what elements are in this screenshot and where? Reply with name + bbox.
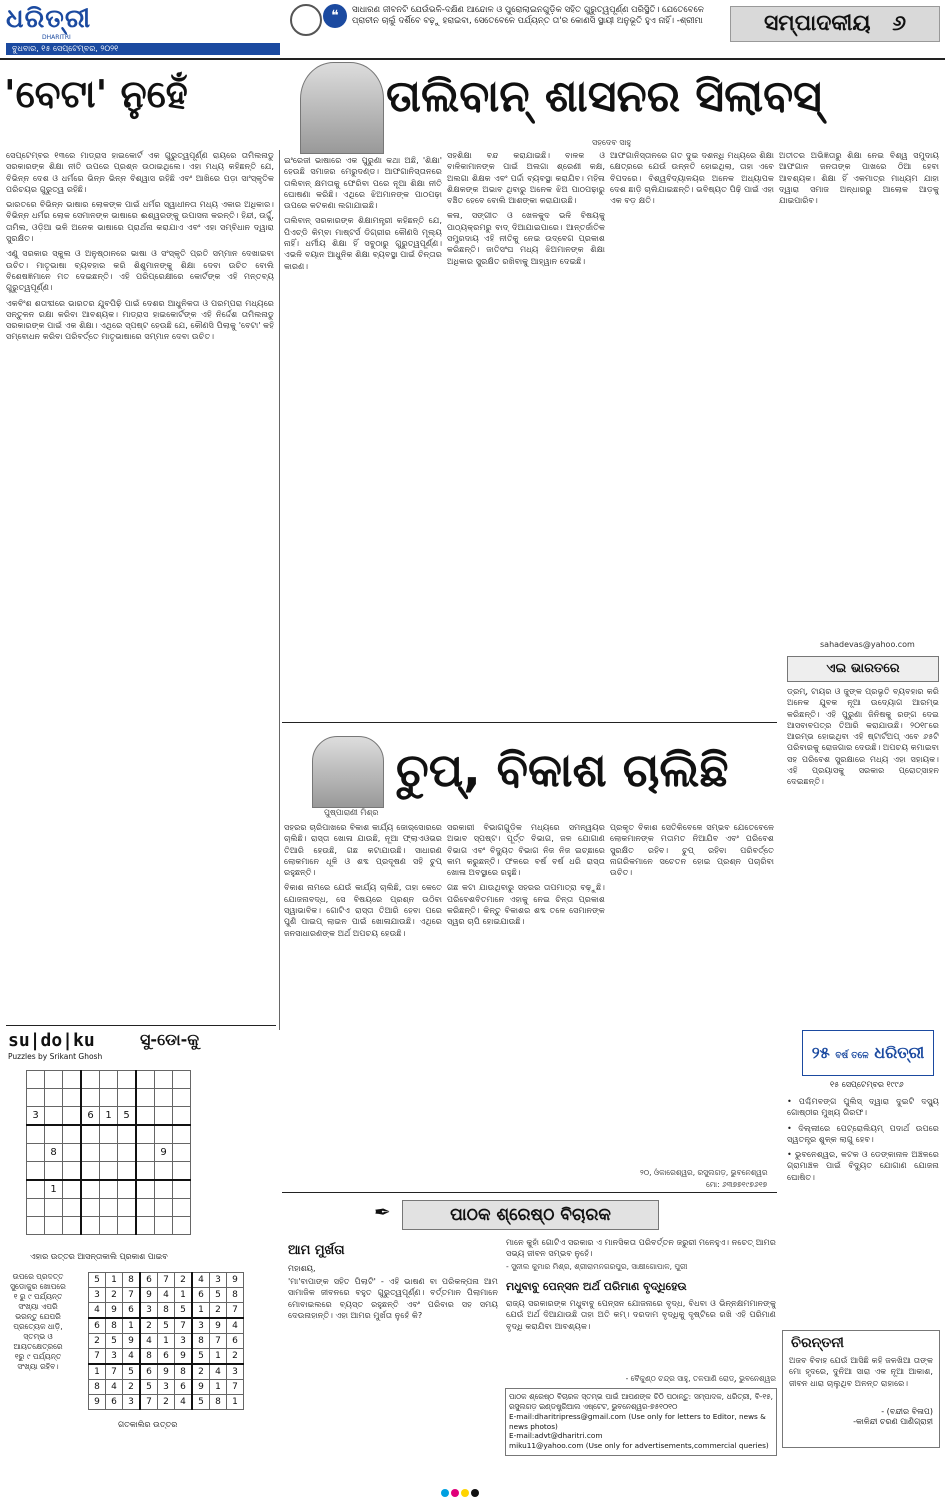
letter1-signature: - ସୁନୀଲ କୁମାର ମିଶ୍ର, ଶ୍ରୀରାମନଗରପୁର, ସାକ୍ଷୀଗୋପାଳ, ପୁରୀ — [506, 1262, 688, 1271]
solution-cell: 3 — [175, 1334, 193, 1349]
solution-cell: 8 — [106, 1318, 123, 1334]
sudoku-cell[interactable] — [100, 1089, 118, 1107]
sudoku-cell[interactable] — [81, 1089, 100, 1107]
solution-cell: 4 — [140, 1334, 158, 1349]
taliban-headline: ତାଲିବାନ୍ ଶାସନର ସିଲାବସ୍ — [386, 71, 822, 122]
solution-cell: 9 — [106, 1303, 123, 1319]
vikas-phone: ମୋ: ୬୩୭୭୧୯୭୬୧୭ — [706, 1180, 768, 1189]
solution-cell: 3 — [210, 1273, 227, 1288]
sudoku-cell[interactable] — [118, 1180, 137, 1199]
solution-cell: 2 — [227, 1349, 244, 1365]
solution-cell: 9 — [192, 1380, 210, 1395]
solution-cell: 3 — [227, 1364, 244, 1380]
chirantani-box — [782, 1330, 940, 1448]
sudoku-cell[interactable] — [81, 1180, 100, 1199]
solution-cell: 4 — [192, 1273, 210, 1288]
solution-row — [89, 1349, 244, 1365]
letter3-body: ମାନେ କୁହାଁ ଗୋଟିଏ ସରକାର ଏ ମାନସିକତା ପରିବର୍ତ୍ତନ ଜରୁରୀ ମନେହୁଏ। ନଚେତ୍ ଆମର ସଭ୍ୟ ଜୀବନ ସମ୍ଭବ ନୁହେଁ। — [506, 1237, 776, 1259]
sudoku-cell[interactable] — [81, 1071, 100, 1089]
solution-cell: 1 — [227, 1395, 244, 1410]
solution-cell: 4 — [158, 1288, 175, 1303]
solution-cell: 3 — [106, 1349, 123, 1365]
solution-cell: 9 — [210, 1318, 227, 1334]
dharitri-logo: ଧରିତ୍ରୀ — [6, 4, 92, 34]
solution-cell: 4 — [123, 1349, 141, 1365]
letters-footer: ପାଠକ ଶ୍ରେଷ୍ଠ ବିଚାରକ ସ୍ତମ୍ଭ ପାଇଁ ଆପଣଙ୍କ ଚିଠି ପଠାନ୍ତୁ: ସମ୍ପାଦକ, ଧରିତ୍ରୀ, ବି-୧୫, ରସୁଲଗଡ଼ ଇଣ୍ଡଷ୍ଟ୍ରିଆଲ ଏଷ୍ଟେଟ, ଭୁବନେଶ୍ୱର-୭୫୧୦୧୦ — [509, 1392, 773, 1411]
solution-cell: 8 — [123, 1273, 141, 1288]
sudoku-cell[interactable] — [173, 1089, 191, 1107]
section-rule — [282, 1192, 777, 1193]
sudoku-cell[interactable] — [27, 1180, 45, 1199]
editorial-headline: 'ବେଟା' ନୁହେଁ — [4, 72, 188, 116]
solution-cell: 8 — [175, 1364, 193, 1380]
solution-cell: 5 — [89, 1273, 106, 1288]
solution-cell: 3 — [192, 1318, 210, 1334]
solution-cell: 1 — [89, 1364, 106, 1380]
vikas-para: ଗଛ କଟା ଯାଉଥିବାରୁ ସହରର ତାପମାତ୍ରା ବଢ଼ୁଛି। ପରିବେଶବିତମାନେ ଏହାକୁ ନେଇ ଚିନ୍ତା ପ୍ରକାଶ କରିଛନ୍ତି। କିନ୍ତୁ ବିକାଶର ଶବ୍ଦ ତଳେ ସେମାନଙ୍କ ସ୍ୱର ଚାପି ହୋଇଯାଉଛି। — [447, 882, 605, 927]
solution-cell: 2 — [192, 1364, 210, 1380]
anniv-items — [787, 1096, 939, 1316]
solution-cell: 2 — [175, 1273, 193, 1288]
letter2-body: ରାଜ୍ୟ ସରକାରଙ୍କ ମଧୁବାବୁ ପେନ୍‌ସନ ଯୋଜନାରେ ବୃଦ୍ଧ, ବିଧବା ଓ ଭିନ୍ନକ୍ଷମମାନଙ୍କୁ ଯେଉଁ ଅର୍ଥ ଦିଆଯାଉଛି ତାହା ଅତି କମ୍। ଦରଦାମ ବୃଦ୍ଧିକୁ ଦୃଷ୍ଟିରେ ରଖି ଏହି ପରିମାଣ ବୃଦ୍ଧି କରାଯିବା ଆବଶ୍ୟକ। — [506, 1298, 776, 1331]
sudoku-cell[interactable] — [100, 1199, 118, 1217]
letter1-salutation: ମହାଶୟ, — [288, 1264, 316, 1273]
sudoku-cell[interactable] — [45, 1125, 63, 1144]
section-label: ସମ୍ପାଦକୀୟ — [763, 11, 871, 36]
ei-bharat-body: ଡ୍ରମ୍, ଟାୟର ଓ ଜୁଙ୍କ ପ୍ରଭୃତି ବ୍ୟବହାର କରି ଅନେକ ଯୁବକ ନୂଆ ଉଦ୍ୟୋଗ ଆରମ୍ଭ କରିଛନ୍ତି। ଏହି ପୁରୁଣା ଜିନିଷକୁ ରଙ୍ଗ ଦେଇ ଆସବାବପତ୍ର ତିଆରି କରାଯାଉଛି। ୨୦୧୮ରେ ଆରମ୍ଭ ହୋଇଥିବା ଏହି ଷ୍ଟାର୍ଟଅପ୍ ଏବେ ୬୫ଟି ପରିବାରକୁ ରୋଜଗାର ଦେଉଛି। ଅପଚୟ କମାଇବା ସହ ପରିବେଶ ସୁରକ୍ଷାରେ ମଧ୍ୟ ଏହା ସହାୟକ। ଏହି ପ୍ରୟାସକୁ ସରକାର ପ୍ରୋତ୍ସାହନ ଦେଇଛନ୍ତି। — [787, 686, 939, 787]
sudoku-cell[interactable] — [173, 1071, 191, 1089]
solution-cell: 6 — [175, 1380, 193, 1395]
sudoku-cell[interactable] — [63, 1217, 82, 1235]
vikas-para: ବିକାଶ ନାମରେ ଯେଉଁ କାର୍ଯ୍ୟ ଚାଲିଛି, ତାହା କେତେ ଯୋଜନାବଦ୍ଧ, ସେ ବିଷୟରେ ପ୍ରଶ୍ନ ଉଠିବା ସ୍ୱାଭାବିକ। ଗୋଟିଏ ରାସ୍ତା ତିଆରି ହେବା ପରେ ପୁଣି ପାଇପ୍ ଲାଇନ ପାଇଁ ଖୋଳାଯାଉଛି। ଏଥିରେ ଜନସାଧାରଣଙ୍କ ଅର୍ଥ ଅପଚୟ ହେଉଛି। — [284, 882, 442, 938]
logo-subtitle: DHARITRI — [42, 34, 71, 41]
solution-cell: 8 — [89, 1380, 106, 1395]
sudoku-row — [27, 1199, 191, 1217]
vikas-col-2 — [447, 822, 605, 1152]
solution-row — [89, 1288, 244, 1303]
taliban-email[interactable]: sahadevas@yahoo.com — [820, 640, 915, 649]
solution-cell: 1 — [123, 1318, 141, 1334]
chirantani-poet: -କାଳିନ୍ଦୀ ଚରଣ ପାଣିଗ୍ରାହୀ — [853, 1417, 933, 1426]
sudoku-cell[interactable] — [118, 1162, 137, 1181]
solution-cell: 1 — [210, 1380, 227, 1395]
sudoku-cell[interactable] — [155, 1107, 173, 1126]
solution-label: ଗତକାଲିର ଉତ୍ତର — [118, 1420, 178, 1429]
solution-cell: 6 — [123, 1303, 141, 1319]
solution-cell: 2 — [106, 1288, 123, 1303]
solution-cell: 7 — [175, 1318, 193, 1334]
taliban-para: ତାଲିବାନ୍ ସରକାରଙ୍କ ଶିକ୍ଷାମନ୍ତ୍ରୀ କହିଛନ୍ତି ଯେ, ପିଏଚ୍‌ଡି କିମ୍ବା ମାଷ୍ଟର୍ସ ଡିଗ୍ରୀର କୌଣସି ମୂଲ୍ୟ ନାହିଁ। ଧର୍ମୀୟ ଶିକ୍ଷା ହିଁ ସବୁଠାରୁ ଗୁରୁତ୍ୱପୂର୍ଣ୍ଣ। ଏଭଳି ବୟାନ ଆଧୁନିକ ଶିକ୍ଷା ବ୍ୟବସ୍ଥା ପାଇଁ ଚିନ୍ତାର କାରଣ। — [284, 215, 442, 271]
sudoku-cell[interactable] — [63, 1180, 82, 1199]
solution-cell: 5 — [106, 1334, 123, 1349]
solution-cell: 9 — [175, 1349, 193, 1365]
solution-cell: 7 — [106, 1364, 123, 1380]
sudoku-row — [27, 1107, 191, 1126]
solution-cell: 4 — [175, 1395, 193, 1410]
solution-cell: 3 — [158, 1380, 175, 1395]
solution-cell: 9 — [227, 1273, 244, 1288]
sudoku-cell[interactable] — [173, 1125, 191, 1144]
solution-cell: 6 — [158, 1349, 175, 1365]
sudoku-cell[interactable] — [27, 1125, 45, 1144]
sudoku-cell[interactable] — [27, 1217, 45, 1235]
solution-cell: 5 — [123, 1364, 141, 1380]
sudoku-cell[interactable]: 9 — [155, 1144, 173, 1162]
sudoku-cell[interactable] — [118, 1089, 137, 1107]
letter1-body: 'ମା'ବାପାଙ୍କ ସହିତ ପିଲାଟି' - ଏହି ଭାଷଣ ବା ପରିକଳ୍ପନା ଆମ ସାମାଜିକ ଜୀବନରେ ବହୁତ ଗୁରୁତ୍ୱପୂର୍ଣ୍ଣ। ବର୍ତ୍ତମାନ ପିଲାମାନେ ମୋବାଇଲରେ ବ୍ୟସ୍ତ ରହୁଛନ୍ତି ଏବଂ ପରିବାର ସହ ସମୟ ଦେଉନାହାନ୍ତି। ଏହା ଆମର ମୁର୍ଖତା ନୁହେଁ କି? — [288, 1276, 498, 1320]
sudoku-cell[interactable] — [155, 1199, 173, 1217]
sudoku-cell[interactable] — [155, 1162, 173, 1181]
taliban-col-1 — [284, 155, 442, 715]
vikas-author: ପୁଷ୍ପାରାଣୀ ମିଶ୍ର — [324, 808, 379, 817]
sudoku-cell[interactable] — [136, 1071, 155, 1089]
vikas-col-1 — [284, 822, 442, 1152]
solution-cell: 2 — [123, 1380, 141, 1395]
solution-cell: 6 — [140, 1364, 158, 1380]
anniv-logo: ଧରିତ୍ରୀ — [874, 1043, 925, 1062]
solution-row — [89, 1364, 244, 1380]
sudoku-grid[interactable] — [26, 1070, 191, 1235]
sudoku-cell[interactable] — [63, 1162, 82, 1181]
solution-cell: 5 — [192, 1349, 210, 1365]
sudoku-cell[interactable] — [27, 1162, 45, 1181]
author-photo-2 — [312, 736, 384, 808]
sudoku-row — [27, 1089, 191, 1107]
solution-cell: 7 — [123, 1288, 141, 1303]
sudoku-row — [27, 1071, 191, 1089]
solution-cell: 6 — [140, 1273, 158, 1288]
solution-cell: 1 — [192, 1303, 210, 1319]
letter2-signature: - ବୈକୁଣ୍ଠ ଚନ୍ଦ୍ର ସାହୁ, ତଳପାଣି ରୋଡ୍, ଭୁବନେଶ୍ୱର — [625, 1374, 776, 1383]
sudoku-rules: ଉପରେ ପ୍ରଦତ୍ତ ସୁଡୋକୁର ଖୋପରେ ୧ ରୁ ୯ ପର୍ଯ୍ୟନ୍ତ ସଂଖ୍ୟା ଏପରି ଭରନ୍ତୁ ଯେପରି ପ୍ରତ୍ୟେକ ଧାଡ଼ି, ସ୍ତମ୍ଭ ଓ ଆୟତକ୍ଷେତ୍ରରେ ୧ରୁ ୯ ପର୍ଯ୍ୟନ୍ତ ସଂଖ୍ୟା ରହିବ। — [10, 1272, 66, 1371]
sudoku-cell[interactable] — [173, 1162, 191, 1181]
sudoku-cell[interactable] — [136, 1162, 155, 1181]
solution-cell: 7 — [158, 1273, 175, 1288]
taliban-col-3 — [610, 150, 774, 715]
sudoku-cell[interactable] — [100, 1125, 118, 1144]
anniv-item: • ଭୁବନେଶ୍ୱର, କଟକ ଓ ଡେଙ୍କାନାଳ ଅଞ୍ଚଳରେ ଗ୍ରାମାଞ୍ଚଳ ପାଇଁ ବିଦ୍ୟୁତ ଯୋଗାଣ ଯୋଜନା ଘୋଷିତ। — [787, 1149, 939, 1182]
solution-row — [89, 1380, 244, 1395]
solution-cell: 5 — [175, 1303, 193, 1319]
sudoku-row — [27, 1180, 191, 1199]
section-title — [730, 6, 940, 42]
sudoku-cell[interactable]: 8 — [45, 1144, 63, 1162]
taliban-col-4 — [779, 150, 939, 630]
sudoku-solution-grid — [88, 1272, 244, 1410]
solution-cell: 8 — [140, 1349, 158, 1365]
date-bar: ବୁଧବାର, ୧୫ ସେପ୍ଟେମ୍ବର, ୨୦୨୧ — [6, 43, 280, 55]
sudoku-cell[interactable]: 6 — [81, 1107, 100, 1126]
solution-cell: 7 — [89, 1349, 106, 1365]
solution-cell: 7 — [210, 1334, 227, 1349]
solution-cell: 6 — [227, 1334, 244, 1349]
sudoku-cell[interactable] — [100, 1180, 118, 1199]
sudoku-cell[interactable] — [45, 1089, 63, 1107]
sudoku-cell[interactable] — [173, 1107, 191, 1126]
solution-cell: 5 — [158, 1318, 175, 1334]
solution-cell: 9 — [89, 1395, 106, 1410]
sudoku-cell[interactable] — [136, 1199, 155, 1217]
sudoku-cell[interactable] — [100, 1144, 118, 1162]
sudoku-cell[interactable] — [100, 1071, 118, 1089]
sudoku-cell[interactable] — [173, 1180, 191, 1199]
editorial-para: ସେପ୍ଟେମ୍ବର ୧୩ରେ ମାଡ୍ରାସ ହାଇକୋର୍ଟ ଏକ ଗୁରୁତ୍ୱପୂର୍ଣ୍ଣ ରାୟରେ ତାମିଲନାଡୁ ସରକାରଙ୍କ ଶିକ୍ଷା ନୀତି ଉପରେ ପ୍ରଶ୍ନ ଉଠାଇଥିଲେ। ଏହା ମଧ୍ୟ କହିଛନ୍ତି ଯେ, ବିଭିନ୍ନ ଦେଶ ଓ ଧର୍ମରେ ଭିନ୍ନ ଭିନ୍ନ ବିଶ୍ୱାସ ରହିଛି ଏବଂ ଆଖିରେ ପଡ଼ା ସାଂସ୍କୃତିକ ପରିଚୟର ଗୁରୁତ୍ୱ ରହିଛି। — [6, 150, 274, 194]
solution-cell: 8 — [227, 1288, 244, 1303]
sudoku-cell[interactable] — [155, 1217, 173, 1235]
sudoku-cell[interactable] — [136, 1107, 155, 1126]
vikas-signoff: ୨୦, ଓଁକାରେଶ୍ୱର, ରସୁଲଗଡ଼, ଭୁବନେଶ୍ୱର — [640, 1168, 768, 1177]
sudoku-cell[interactable] — [118, 1125, 137, 1144]
sudoku-cell[interactable] — [27, 1089, 45, 1107]
sudoku-cell[interactable] — [136, 1125, 155, 1144]
sudoku-logo: su|do|ku — [8, 1030, 95, 1051]
sudoku-cell[interactable] — [136, 1089, 155, 1107]
sudoku-cell[interactable]: 3 — [27, 1107, 45, 1126]
editorial-body — [6, 150, 274, 885]
taliban-col-2 — [447, 150, 605, 715]
sudoku-cell[interactable] — [81, 1125, 100, 1144]
sudoku-row — [27, 1162, 191, 1181]
solution-cell: 1 — [158, 1334, 175, 1349]
solution-row — [89, 1334, 244, 1349]
sudoku-cell[interactable] — [63, 1089, 82, 1107]
sudoku-cell[interactable] — [155, 1180, 173, 1199]
sudoku-title: ସୁ-ଡୋ-କୁ — [140, 1030, 200, 1049]
solution-cell: 7 — [227, 1303, 244, 1319]
sudoku-cell[interactable] — [81, 1199, 100, 1217]
letters-email-1[interactable]: E-mail:dharitripress@gmail.com (Use only for letters to Editor, news & news photos) — [509, 1412, 766, 1431]
pen-icon: ✒ — [374, 1200, 391, 1224]
letter1-head: ଆମ ମୁର୍ଖତା — [288, 1243, 345, 1258]
sudoku-cell[interactable] — [63, 1144, 82, 1162]
section-rule — [282, 722, 777, 723]
solution-cell: 1 — [175, 1288, 193, 1303]
solution-cell: 3 — [140, 1303, 158, 1319]
sudoku-cell[interactable] — [136, 1217, 155, 1235]
letters-title: ପାଠକ ଶ୍ରେଷ୍ଠ ବିଚାରକ — [402, 1200, 659, 1230]
anniv-item: • ଦିଲ୍ଲୀରେ ପେଟ୍ରୋଲିୟମ୍ ପଦାର୍ଥ ଉପରେ ସ୍ୱତନ୍ତ୍ର ଶୁଳ୍କ ଲାଗୁ ହେବ। — [787, 1122, 939, 1144]
sudoku-cell[interactable] — [45, 1107, 63, 1126]
sudoku-row — [27, 1217, 191, 1235]
solution-cell: 6 — [89, 1318, 106, 1334]
solution-cell: 3 — [89, 1288, 106, 1303]
sudoku-cell[interactable] — [45, 1162, 63, 1181]
letters-footer-box — [505, 1388, 777, 1456]
sudoku-cell[interactable] — [173, 1199, 191, 1217]
sudoku-cell[interactable] — [118, 1071, 137, 1089]
editorial-para: ଏକବିଂଶ ଶତାବ୍ଦୀରେ ଭାରତର ଯୁବପିଢ଼ି ପାଇଁ ଦେଶର ଆଧୁନିକତା ଓ ପରମ୍ପରା ମଧ୍ୟରେ ସନ୍ତୁଳନ ରକ୍ଷା କରିବା ଆବଶ୍ୟକ। ମାଡ୍ରାସ ହାଇକୋର୍ଟଙ୍କ ଏହି ନିର୍ଦ୍ଦେଶ ତାମିଲନାଡୁ ସରକାରଙ୍କ ପାଇଁ ଏକ ଶିକ୍ଷା। ଏଥିରେ ସ୍ପଷ୍ଟ ହେଉଛି ଯେ, କୌଣସି ପିଲାକୁ 'ବେଟା' କହି ସମ୍ବୋଧନ କରିବା ପରିବର୍ତ୍ତେ ମାତୃଭାଷାରେ ସମ୍ମାନ ଦେବା ଉଚିତ। — [6, 297, 274, 342]
taliban-author: ସହଦେବ ସାହୁ — [592, 138, 632, 147]
solution-row — [89, 1273, 244, 1288]
sudoku-cell[interactable] — [63, 1071, 82, 1089]
solution-row — [89, 1303, 244, 1319]
page-number: ୬ — [892, 11, 907, 36]
solution-cell: 8 — [158, 1303, 175, 1319]
solution-cell: 1 — [106, 1273, 123, 1288]
sudoku-row — [27, 1144, 191, 1162]
chirantani-poem-title: - (ବନ୍ଦୀର ବିଳାପ) — [881, 1407, 933, 1416]
sudoku-cell[interactable]: 5 — [118, 1107, 137, 1126]
solution-cell: 9 — [123, 1334, 141, 1349]
letters-email-2[interactable]: E-mail:advt@dharitri.com — [509, 1431, 603, 1440]
solution-cell: 4 — [89, 1303, 106, 1319]
solution-cell: 4 — [227, 1318, 244, 1334]
solution-cell: 3 — [123, 1395, 141, 1410]
taliban-para: କଳା, ସଙ୍ଗୀତ ଓ ଖେଳକୁଦ ଭଳି ବିଷୟକୁ ପାଠ୍ୟକ୍ରମରୁ ବାଦ୍ ଦିଆଯାଇପାରେ। ଆନ୍ତର୍ଜାତିକ ସମ୍ପ୍ରଦାୟ ଏହି ନୀତିକୁ ନେଇ ଉଦ୍‌ବେଗ ପ୍ରକାଶ କରିଛନ୍ତି। ଜାତିସଂଘ ମଧ୍ୟ ଝିଅମାନଙ୍କ ଶିକ୍ଷା ଅଧିକାର ସୁରକ୍ଷିତ ରଖିବାକୁ ଆହ୍ୱାନ ଦେଇଛି। — [447, 210, 605, 266]
sudoku-cell[interactable] — [100, 1217, 118, 1235]
anniversary-badge — [802, 1030, 934, 1076]
sudoku-cell[interactable] — [136, 1180, 155, 1199]
solution-cell: 5 — [210, 1288, 227, 1303]
solution-cell: 4 — [210, 1364, 227, 1380]
sudoku-cell[interactable] — [81, 1144, 100, 1162]
sudoku-cell[interactable]: 1 — [100, 1107, 118, 1126]
top-rule — [0, 58, 945, 60]
sudoku-cell[interactable] — [45, 1217, 63, 1235]
chirantani-title: ଚିରନ୍ତନୀ — [791, 1335, 844, 1351]
taliban-para: ଆଫଗାନିସ୍ତାନରେ ଗତ ଦୁଇ ଦଶନ୍ଧି ମଧ୍ୟରେ ଶିକ୍ଷା କ୍ଷେତ୍ରରେ ଯେଉଁ ଉନ୍ନତି ହୋଇଥିଲା, ତାହା ଏବେ ବିପଦରେ। ବିଶ୍ୱବିଦ୍ୟାଳୟର ଅନେକ ଅଧ୍ୟାପକ ଦେଶ ଛାଡ଼ି ଚାଲିଯାଇଛନ୍ତି। ଭବିଷ୍ୟତ ପିଢ଼ି ପାଇଁ ଏହା ଏକ ବଡ଼ କ୍ଷତି। — [610, 150, 774, 206]
vikas-headline: ଚୁପ୍, ବିକାଶ ଚାଲିଛି — [396, 743, 729, 797]
daily-quote: ସାଧାରଣ ଜୀବନଟି ଯେଉଁଭଳି-ଦକ୍ଷିଣ ଆନ୍ଦୋଳ ଓ ପୁରୋଲାଇନଗୁଡ଼ିକ ସହିତ ଗୁରୁତ୍ୱପୂର୍ଣ୍ଣ ପରିସ୍ଥିତି। ଯେତେବେଳେ ପ୍ରାଚୀନ ଚାଲୁଁ ଦର୍ଶିବେ ବଢ଼ୁ ହରାଇବା, ସେତେବେଳେ ପର୍ଯ୍ୟନ୍ତ ତା'ର କୋଣସି ସ୍ଥାୟୀ ଅନୁଭୂତି ହୁଏ ନାହିଁ। -ଶ୍ରୀମା — [352, 5, 704, 26]
sudoku-cell[interactable] — [63, 1199, 82, 1217]
solution-cell: 6 — [192, 1288, 210, 1303]
sudoku-credit: Puzzles by Srikant Ghosh — [8, 1052, 103, 1061]
quote-icon: ❝ — [323, 4, 347, 28]
vikas-para: ସରକାରୀ ବିଭାଗଗୁଡ଼ିକ ମଧ୍ୟରେ ସମନ୍ୱୟର ଅଭାବ ସ୍ପଷ୍ଟ। ପୂର୍ତ୍ତ ବିଭାଗ, ଜଳ ଯୋଗାଣ ବିଭାଗ ଏବଂ ବିଦ୍ୟୁତ ବିଭାଗ ନିଜ ନିଜ ଇଚ୍ଛାରେ କାମ କରୁଛନ୍ତି। ଫଳରେ ବର୍ଷ ବର୍ଷ ଧରି ରାସ୍ତା ଖୋଳା ଅବସ୍ଥାରେ ରହୁଛି। — [447, 822, 605, 878]
solution-cell: 8 — [210, 1395, 227, 1410]
vikas-col-3 — [610, 822, 774, 1162]
sudoku-cell[interactable] — [155, 1089, 173, 1107]
sudoku-row — [27, 1125, 191, 1144]
solution-cell: 6 — [106, 1395, 123, 1410]
anniv-date: ୧୫ ସେପ୍ଟେମ୍ବର ୧୯୯୬ — [830, 1080, 904, 1089]
solution-cell: 1 — [210, 1349, 227, 1365]
vikas-para: ପ୍ରକୃତ ବିକାଶ ସେତିକିବେଳେ ସମ୍ଭବ ଯେତେବେଳେ ଲୋକମାନଙ୍କ ମତାମତ ନିଆଯିବ ଏବଂ ପରିବେଶ ସୁରକ୍ଷିତ ରହିବ। ଚୁପ୍ ରହିବା ପରିବର୍ତ୍ତେ ନାଗରିକମାନେ ସଚେତନ ହୋଇ ପ୍ରଶ୍ନ ପଚାରିବା ଉଚିତ। — [610, 822, 774, 878]
solution-cell: 5 — [192, 1395, 210, 1410]
sudoku-cell[interactable] — [27, 1071, 45, 1089]
taliban-para: ସହଶିକ୍ଷା ବନ୍ଦ କରାଯାଇଛି। ବାଳକ ଓ ବାଳିକାମାନଙ୍କ ପାଇଁ ଅଲଗା ଶ୍ରେଣୀ କକ୍ଷ, ଅଲଗା ଶିକ୍ଷକ ଏବଂ ପର୍ଦ୍ଦା ବ୍ୟବସ୍ଥା କରାଯିବ। ମହିଳା ଶିକ୍ଷକଙ୍କ ଅଭାବ ଥିବାରୁ ଅନେକ ଝିଅ ପାଠପଢ଼ାରୁ ବଞ୍ଚିତ ହେବେ ବୋଲି ଆଶଙ୍କା କରାଯାଉଛି। — [447, 150, 605, 206]
chirantani-text: ଅଜବ ବିବାହ ଯେଉଁ ଆସିଛି କହି ଜଳଖିଆ ତାଙ୍କ ମୋ ହୃଦରେ, ଦୁନିଆ ସାରା ଏକ ନୂଆ ଆକାଶ, ଜୀବନ ଧାରା ଚାଲୁଥିବ ଅନନ୍ତ ରାହାରେ। — [789, 1355, 933, 1388]
sudoku-cell[interactable] — [100, 1162, 118, 1181]
column-divider — [279, 150, 280, 1030]
letter2-head: ମଧୁବାବୁ ପେନ୍‌ସନ ଅର୍ଥ ପରିମାଣ ବୃଦ୍ଧିହେଉ — [506, 1280, 687, 1293]
anniv-years: ୨୫ — [811, 1043, 830, 1062]
anniv-label: ବର୍ଷ ତଳେ — [835, 1051, 869, 1061]
sudoku-cell[interactable] — [173, 1144, 191, 1162]
editorial-para: ଏଣୁ ସରକାର ସ୍କୁଲ ଓ ଅନୁଷ୍ଠାନରେ ଭାଷା ଓ ସଂସ୍କୃତି ପ୍ରତି ସମ୍ମାନ ଦେଖାଇବା ଉଚିତ। ମାତୃଭାଷା ବ୍ୟବହାର କରି ଶିଶୁମାନଙ୍କୁ ଶିକ୍ଷା ଦେବା ଉଚିତ ବୋଲି ବିଶେଷଜ୍ଞମାନେ ମତ ଦେଇଛନ୍ତି। ଏହି ପରିପ୍ରେକ୍ଷୀରେ କୋର୍ଟଙ୍କ ଏହି ମନ୍ତବ୍ୟ ଗୁରୁତ୍ୱପୂର୍ଣ୍ଣ। — [6, 248, 274, 293]
sudoku-cell[interactable] — [173, 1217, 191, 1235]
solution-cell: 9 — [140, 1288, 158, 1303]
sudoku-cell[interactable] — [118, 1199, 137, 1217]
solution-cell: 5 — [140, 1380, 158, 1395]
solution-cell: 8 — [192, 1334, 210, 1349]
sudoku-cell[interactable] — [155, 1125, 173, 1144]
solution-cell: 2 — [140, 1318, 158, 1334]
solution-cell: 4 — [106, 1380, 123, 1395]
sudoku-cell[interactable] — [63, 1107, 82, 1126]
sudoku-cell[interactable] — [118, 1217, 137, 1235]
sudoku-cell[interactable]: 1 — [45, 1180, 63, 1199]
author-photo — [300, 62, 384, 154]
sudoku-cell[interactable] — [63, 1125, 82, 1144]
solution-row — [89, 1395, 244, 1410]
taliban-para: ଅତୀତର ଅଭିଜ୍ଞତାରୁ ଶିକ୍ଷା ନେଇ ବିଶ୍ୱ ସମୁଦାୟ ଆଫଗାନ ଜନତାଙ୍କ ପାଖରେ ଠିଆ ହେବା ଆବଶ୍ୟକ। ଶିକ୍ଷା ହିଁ ଏକମାତ୍ର ମାଧ୍ୟମ ଯାହା ଦ୍ୱାରା ସମାଜ ଅନ୍ଧାରରୁ ଆଲୋକ ଆଡ଼କୁ ଯାଇପାରିବ। — [779, 150, 939, 206]
solution-cell: 2 — [210, 1303, 227, 1319]
solution-cell: 2 — [158, 1395, 175, 1410]
sudoku-cell[interactable] — [81, 1162, 100, 1181]
section-rule — [6, 1025, 276, 1026]
taliban-para: ଇଂରେଜୀ ଭାଷାରେ ଏକ ପୁରୁଣା କଥା ଅଛି, 'ଶିକ୍ଷା' ହେଉଛି ସମାଜର ମେରୁଦଣ୍ଡ। ଆଫଗାନିସ୍ତାନରେ ତାଲିବାନ୍ କ୍ଷମତାକୁ ଫେରିବା ପରେ ନୂଆ ଶିକ୍ଷା ନୀତି ଘୋଷଣା କରିଛି। ଏଥିରେ ଝିଅମାନଙ୍କ ପାଠପଢ଼ା ଉପରେ କଟକଣା ଲଗାଯାଇଛି। — [284, 155, 442, 211]
sudoku-cell[interactable] — [136, 1144, 155, 1162]
sudoku-cell[interactable] — [27, 1144, 45, 1162]
sudoku-cell[interactable] — [45, 1071, 63, 1089]
chakra-icon — [290, 4, 322, 36]
registration-marks — [440, 1482, 480, 1501]
solution-cell: 9 — [158, 1364, 175, 1380]
solution-row — [89, 1318, 244, 1334]
vikas-para: ସହରର ଚାରିପାଖରେ ବିକାଶ କାର୍ଯ୍ୟ ଜୋର୍‌ସୋରରେ ଚାଲିଛି। ରାସ୍ତା ଖୋଳା ଯାଉଛି, ନୂଆ ଫ୍ଲାଏଓଭର ତିଆରି ହେଉଛି, ଗଛ କଟାଯାଉଛି। ସାଧାରଣ ଲୋକମାନେ ଧୂଳି ଓ ଶବ୍ଦ ପ୍ରଦୂଷଣ ସହି ଚୁପ୍ ରହୁଛନ୍ତି। — [284, 822, 442, 878]
sudoku-cell[interactable] — [27, 1199, 45, 1217]
ei-bharat-title: ଏଇ ଭାରତରେ — [787, 656, 939, 682]
sudoku-cell[interactable] — [45, 1199, 63, 1217]
sudoku-cell[interactable] — [81, 1217, 100, 1235]
anniv-item: • ପଶ୍ଚିମବଙ୍ଗ ପୁଲିସ୍ ଦ୍ୱାରା ଦୁଇଟି ଦସ୍ୟୁ ଗୋଷ୍ଠୀର ମୁଖ୍ୟ ଗିରଫ। — [787, 1096, 939, 1118]
solution-cell: 7 — [140, 1395, 158, 1410]
editorial-para: ଭାରତରେ ବିଭିନ୍ନ ଭାଷାର ଲୋକଙ୍କ ପାଇଁ ଧର୍ମର ସ୍ୱାଧୀନତା ମଧ୍ୟ ଏକାର ଅଧିକାର। ବିଭିନ୍ନ ଧର୍ମର ଲୋକ ସେମାନଙ୍କ ଭାଷାରେ ଈଶ୍ୱରଙ୍କୁ ଉପାସନା କରନ୍ତି। ହିନ୍ଦୀ, ଉର୍ଦ୍ଦୁ, ତାମିଲ, ଓଡ଼ିଆ ଭଳି ଅନେକ ଭାଷାରେ ପ୍ରାର୍ଥନା କରାଯାଏ ଏବଂ ଏହା ସମ୍ବିଧାନ ଦ୍ୱାରା ସୁରକ୍ଷିତ। — [6, 199, 274, 244]
solution-cell: 7 — [227, 1380, 244, 1395]
sudoku-cell[interactable] — [118, 1144, 137, 1162]
letters-email-3[interactable]: miku11@yahoo.com (Use only for advertisements,commercial queries) — [509, 1440, 769, 1450]
sudoku-answer-note: ଏହାର ଉତ୍ତର ଆସନ୍ତାକାଲି ପ୍ରକାଶ ପାଇବ — [30, 1252, 168, 1261]
sudoku-cell[interactable] — [155, 1071, 173, 1089]
solution-cell: 2 — [89, 1334, 106, 1349]
